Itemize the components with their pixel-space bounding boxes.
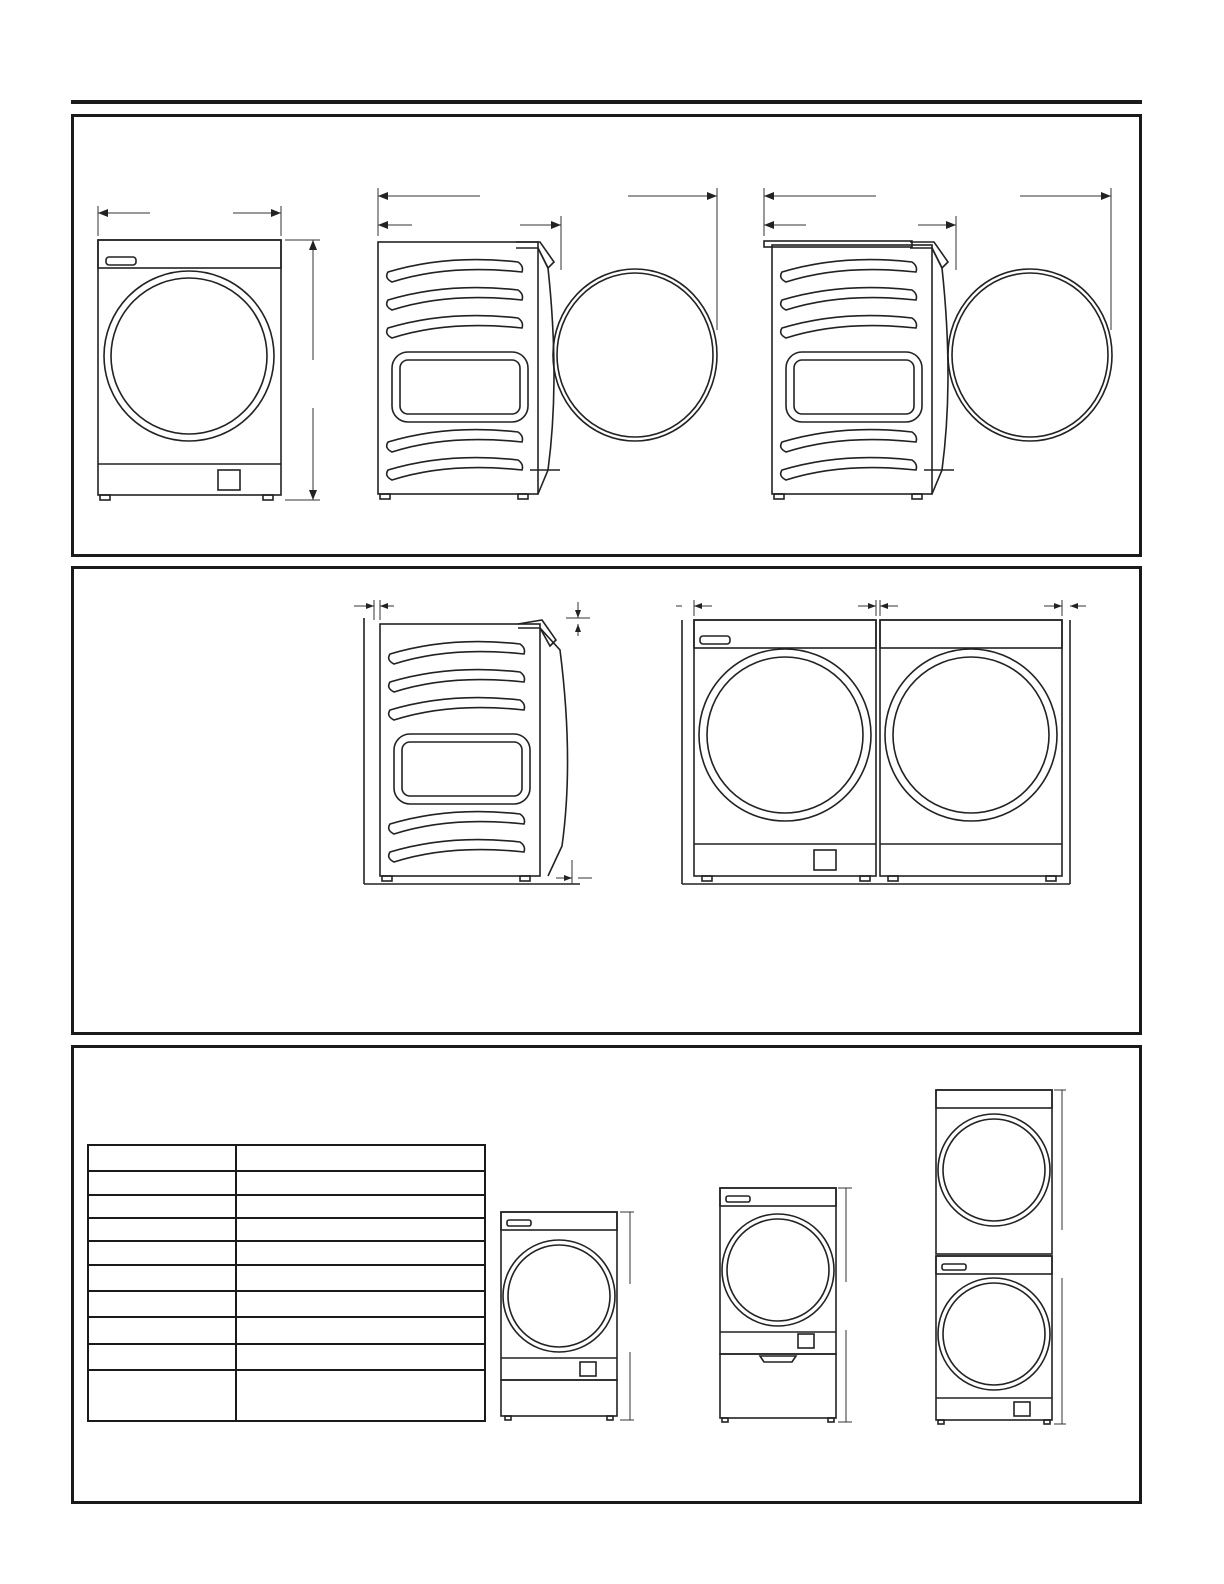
table-row xyxy=(88,1344,485,1370)
table-cell-label xyxy=(88,1370,236,1421)
table-cell-label xyxy=(88,1195,236,1218)
side-clearance-dimensions xyxy=(676,600,1086,616)
table-cell-value xyxy=(236,1195,485,1218)
table-cell-label xyxy=(88,1344,236,1370)
table-cell-value xyxy=(236,1171,485,1194)
table-cell-label xyxy=(88,1317,236,1343)
table-cell-value xyxy=(236,1265,485,1291)
side-view-door-open-1 xyxy=(378,242,717,499)
table-cell-value xyxy=(236,1317,485,1343)
specifications-table xyxy=(87,1144,486,1422)
table-cell-label xyxy=(88,1265,236,1291)
table-cell-value xyxy=(236,1344,485,1370)
table-cell-label xyxy=(88,1291,236,1317)
side-by-side-front-view xyxy=(682,620,1070,884)
height-dimension-line xyxy=(285,240,320,500)
table-cell-value xyxy=(236,1291,485,1317)
table-row xyxy=(88,1265,485,1291)
front-clearance-dimension xyxy=(556,860,592,884)
rear-clearance-dimension xyxy=(354,600,394,620)
top-clearance-dimension xyxy=(566,602,590,636)
table-cell-value xyxy=(236,1370,485,1421)
table-cell-value xyxy=(236,1145,485,1171)
table-cell-value xyxy=(236,1241,485,1264)
table-row xyxy=(88,1171,485,1194)
table-cell-label xyxy=(88,1145,236,1171)
table-row xyxy=(88,1241,485,1264)
dryer-on-tall-pedestal xyxy=(720,1188,852,1422)
depth-dimension-lines-1 xyxy=(378,188,717,330)
side-view-clearance xyxy=(364,618,580,884)
side-view-door-open-2 xyxy=(764,241,1112,499)
table-cell-label xyxy=(88,1241,236,1264)
table-cell-label xyxy=(88,1171,236,1194)
dryer-on-short-pedestal xyxy=(501,1212,634,1420)
table-row xyxy=(88,1145,485,1171)
table-row xyxy=(88,1218,485,1241)
table-row xyxy=(88,1195,485,1218)
front-view-dryer xyxy=(98,240,281,500)
stacked-units xyxy=(936,1090,1066,1424)
width-dimension-line xyxy=(98,206,281,236)
table-row xyxy=(88,1291,485,1317)
table-row xyxy=(88,1370,485,1421)
table-row xyxy=(88,1317,485,1343)
table-cell-value xyxy=(236,1218,485,1241)
table-cell-label xyxy=(88,1218,236,1241)
